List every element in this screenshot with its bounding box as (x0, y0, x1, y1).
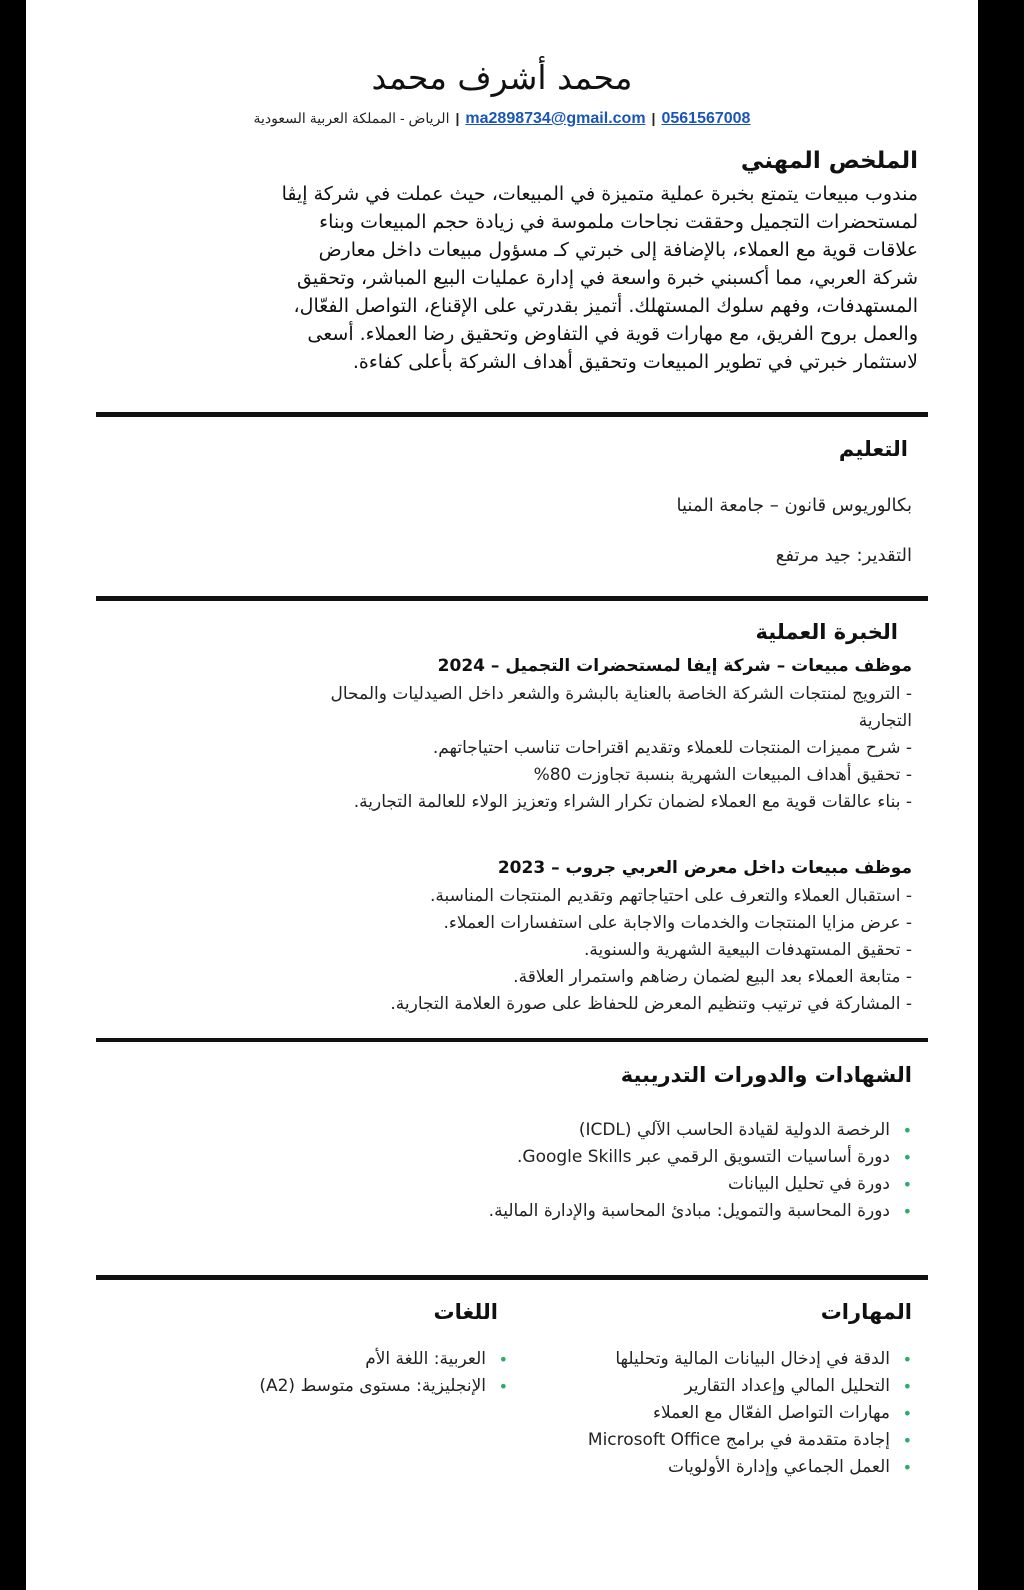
summary-line: والعمل بروح الفريق، مع مهارات قوية في التفاوض وتحقيق رضا العملاء. أسعى (307, 323, 918, 345)
language-item: • الإنجليزية: مستوى متوسط (A2) (208, 1373, 508, 1400)
summary-line: علاقات قوية مع العملاء، بالإضافة إلى خبرتي كـ مسؤول مبيعات داخل معارض (318, 239, 918, 261)
contact-line (26, 110, 978, 128)
summary-line: لمستحضرات التجميل وحققت نجاحات ملموسة في زيادة حجم المبيعات وبناء (319, 211, 918, 233)
job-bullet: - المشاركة في ترتيب وتنظيم المعرض للحفاظ على صورة العلامة التجارية. (390, 994, 912, 1014)
applicant-name: محمد أشرف محمد (371, 58, 633, 97)
job-bullet: - عرض مزايا المنتجات والخدمات والاجابة على استفسارات العملاء. (443, 913, 912, 933)
education-degree: بكالوريوس قانون – جامعة المنيا (676, 495, 912, 516)
languages-list (208, 1346, 508, 1400)
summary-line: مندوب مبيعات يتمتع بخبرة عملية متميزة في المبيعات، حيث عملت في شركة إيڤا (281, 183, 918, 205)
certificates-list (312, 1117, 912, 1225)
experience-heading: الخبرة العملية (755, 620, 898, 644)
contact-separator: | (455, 110, 460, 126)
section-divider (96, 412, 928, 417)
language-item: • العربية: اللغة الأم (208, 1346, 508, 1373)
summary-heading: الملخص المهني (740, 148, 918, 174)
certificate-item: • الرخصة الدولية لقيادة الحاسب الآلي (ICDL) (312, 1117, 912, 1144)
languages-heading: اللغات (433, 1300, 498, 1324)
skill-item: • التحليل المالي وإعداد التقارير (512, 1373, 912, 1400)
certificates-heading: الشهادات والدورات التدريبية (620, 1063, 912, 1087)
contact-separator: | (651, 110, 656, 126)
certificate-item: • دورة في تحليل البيانات (312, 1171, 912, 1198)
job-title: موظف مبيعات داخل معرض العربي جروب – 2023 (497, 858, 912, 878)
skill-item: • الدقة في إدخال البيانات المالية وتحليلها (512, 1346, 912, 1373)
job-bullet: - متابعة العملاء بعد البيع لضمان رضاهم واستمرار العلاقة. (513, 967, 912, 987)
summary-line: شركة العربي، مما أكسبني خبرة واسعة في إدارة عمليات البيع المباشر، وتحقيق (297, 267, 918, 289)
job-bullet: التجارية (858, 711, 912, 731)
job-bullet: - الترويج لمنتجات الشركة الخاصة بالعناية بالبشرة والشعر داخل الصيدليات والمحال (330, 684, 912, 704)
job-bullet: - تحقيق المستهدفات البيعية الشهرية والسنوية. (583, 940, 912, 960)
job-bullets (102, 883, 912, 1018)
job-bullet: - شرح مميزات المنتجات للعملاء وتقديم اقتراحات تناسب احتياجاتهم. (432, 738, 912, 758)
summary-line: المستهدفات، وفهم سلوك المستهلك. أتميز بقدرتي على الإقناع، التواصل الفعّال، (293, 295, 918, 317)
certificate-item: • دورة أساسيات التسويق الرقمي عبر Google Skills. (312, 1144, 912, 1171)
phone-link[interactable]: 0561567008 (661, 110, 751, 127)
job-bullets (102, 681, 912, 816)
skills-list (512, 1346, 912, 1481)
summary-line: لاستثمار خبرتي في تطوير المبيعات وتحقيق أهداف الشركة بأعلى كفاءة. (352, 351, 918, 373)
skill-item: • إجادة متقدمة في برامج Microsoft Office (512, 1427, 912, 1454)
certificate-item: • دورة المحاسبة والتمويل: مبادئ المحاسبة والإدارة المالية. (312, 1198, 912, 1225)
summary-paragraph (118, 180, 918, 376)
section-divider (96, 596, 928, 601)
email-link[interactable]: ma2898734@gmail.com (465, 110, 646, 127)
location-text: الرياض - المملكة العربية السعودية (253, 110, 450, 126)
resume-page (26, 0, 978, 1590)
education-heading: التعليم (838, 437, 908, 461)
section-divider (96, 1038, 928, 1042)
job-title: موظف مبيعات – شركة إيفا لمستحضرات التجميل – 2024 (437, 656, 912, 676)
skills-heading: المهارات (820, 1300, 912, 1324)
education-grade: التقدير: جيد مرتفع (775, 545, 912, 566)
skill-item: • مهارات التواصل الفعّال مع العملاء (512, 1400, 912, 1427)
job-bullet: - تحقيق أهداف المبيعات الشهرية بنسبة تجاوزت 80% (533, 765, 912, 785)
job-bullet: - استقبال العملاء والتعرف على احتياجاتهم وتقديم المنتجات المناسبة. (429, 886, 912, 906)
skill-item: • العمل الجماعي وإدارة الأولويات (512, 1454, 912, 1481)
section-divider (96, 1275, 928, 1280)
job-bullet: - بناء عالقات قوية مع العملاء لضمان تكرار الشراء وتعزيز الولاء للعالمة التجارية. (353, 792, 912, 812)
